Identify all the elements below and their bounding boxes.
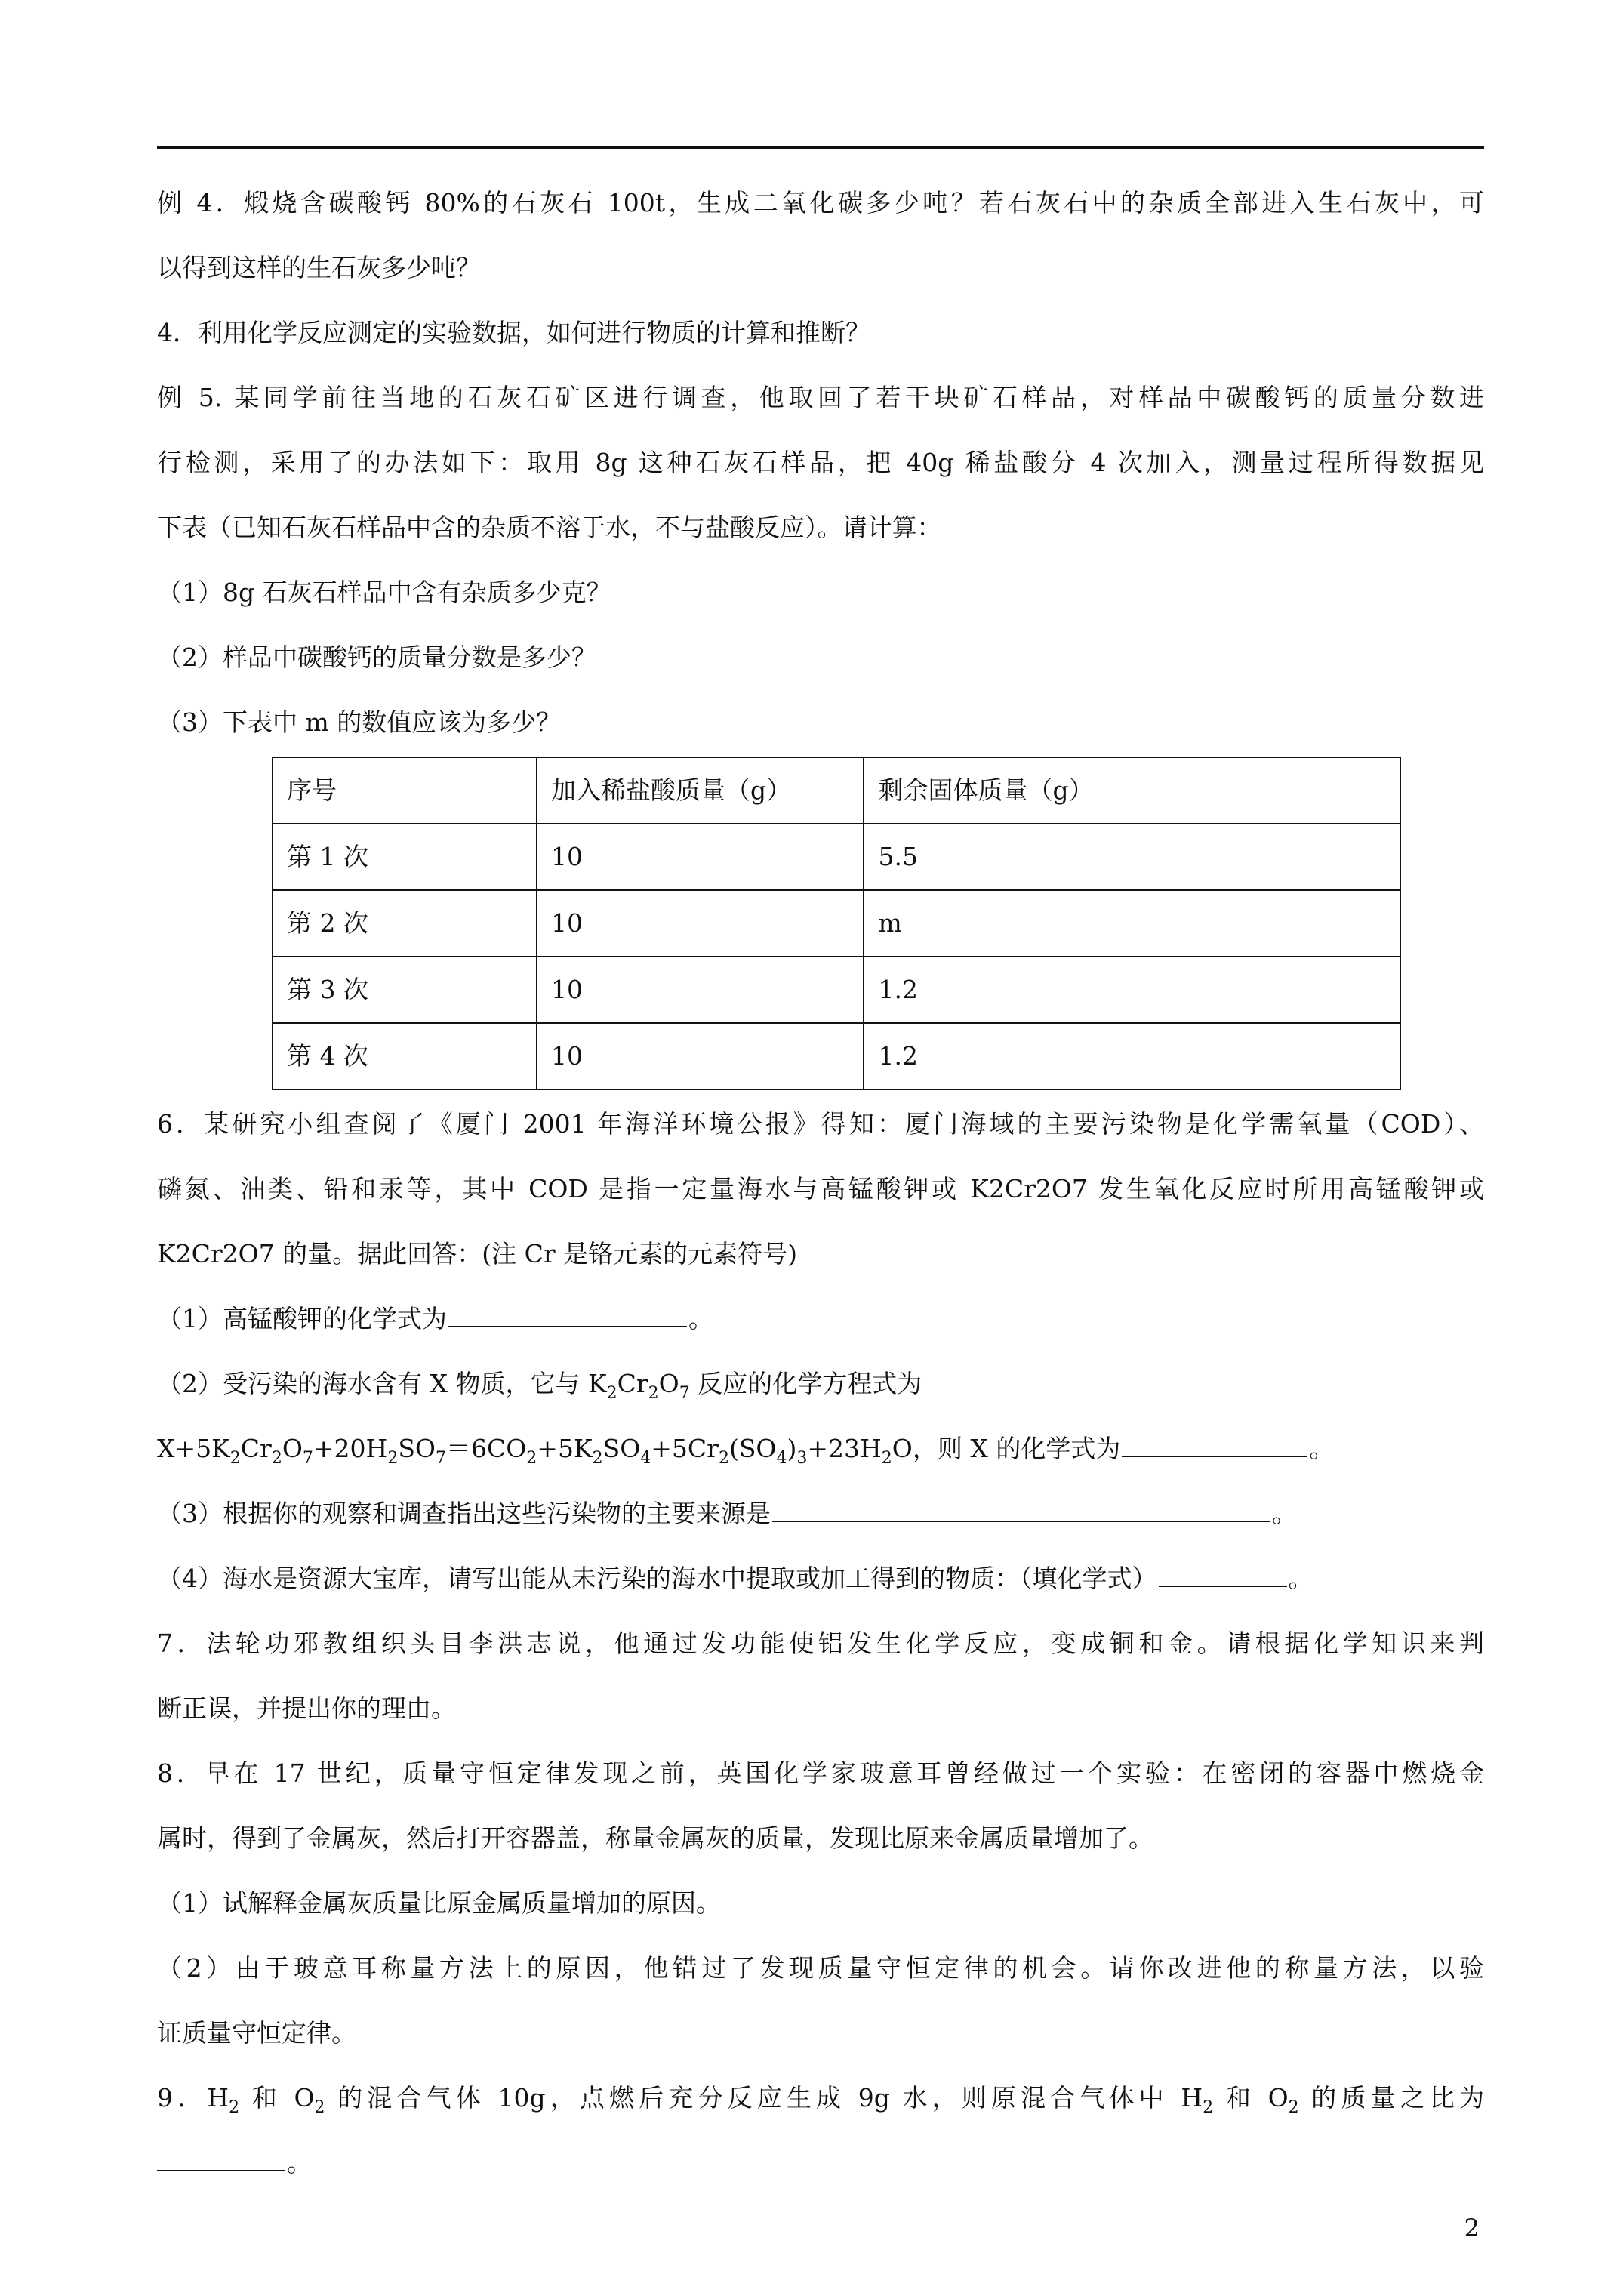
table-cell: 10 bbox=[537, 1023, 864, 1089]
table-header-cell: 加入稀盐酸质量（g） bbox=[537, 757, 864, 824]
table-cell: m bbox=[864, 890, 1400, 957]
question-text: （1）高锰酸钾的化学式为 bbox=[157, 1304, 447, 1333]
table-cell: 10 bbox=[537, 890, 864, 957]
question-text: （2）受污染的海水含有 X 物质，它与 K bbox=[157, 1369, 607, 1398]
document-body bbox=[157, 171, 1484, 2196]
question-text: 的混合气体 10g，点燃后充分反应生成 9g 水，则原混合气体中 H bbox=[325, 2083, 1203, 2113]
formula-part: (SO bbox=[728, 1434, 777, 1463]
question-item: （1）试解释金属灰质量比原金属质量增加的原因。 bbox=[157, 1888, 721, 1918]
formula-part: +5K bbox=[537, 1434, 593, 1463]
paragraph: K2Cr2O7 的量。据此回答：(注 Cr 是铬元素的元素符号) bbox=[157, 1239, 797, 1268]
table-row bbox=[273, 1023, 1400, 1089]
table-cell: 第 3 次 bbox=[273, 957, 537, 1023]
paragraph: 7．法轮功邪教组织头目李洪志说，他通过发功能使铝发生化学反应，变成铜和金。请根据化学知识来判 bbox=[157, 1629, 1484, 1658]
subscript: 2 bbox=[881, 1449, 892, 1468]
question-text: 9．H bbox=[157, 2083, 229, 2113]
data-table bbox=[272, 757, 1401, 1090]
question-text: 的质量之比为 bbox=[1298, 2083, 1485, 2113]
punctuation: 。 bbox=[287, 2148, 312, 2177]
table-cell: 1.2 bbox=[864, 957, 1400, 1023]
subscript: 2 bbox=[314, 2098, 325, 2117]
formula-part: ) bbox=[787, 1434, 797, 1463]
subscript: 2 bbox=[387, 1449, 399, 1468]
section-heading: 4．利用化学反应测定的实验数据，如何进行物质的计算和推断？ bbox=[157, 318, 870, 347]
subscript: 2 bbox=[1203, 2098, 1214, 2117]
question-item: 证质量守恒定律。 bbox=[157, 2018, 356, 2048]
subscript: 2 bbox=[271, 1449, 282, 1468]
table-cell: 第 1 次 bbox=[273, 824, 537, 890]
subscript: 2 bbox=[1288, 2098, 1299, 2117]
question-text: （3）根据你的观察和调查指出这些污染物的主要来源是 bbox=[157, 1499, 771, 1528]
subscript: 7 bbox=[302, 1449, 313, 1468]
subscript: 2 bbox=[718, 1449, 729, 1468]
subscript: 7 bbox=[679, 1384, 690, 1403]
paragraph: 断正误，并提出你的理由。 bbox=[157, 1693, 456, 1723]
subscript: 7 bbox=[435, 1449, 446, 1468]
punctuation: 。 bbox=[1272, 1499, 1297, 1528]
table-cell: 10 bbox=[537, 824, 864, 890]
formula-part: ＝6CO bbox=[445, 1434, 527, 1463]
answer-blank[interactable] bbox=[772, 1495, 1270, 1522]
paragraph: 8．早在 17 世纪，质量守恒定律发现之前，英国化学家玻意耳曾经做过一个实验：在密闭的容器中燃烧金 bbox=[157, 1758, 1484, 1788]
subscript: 2 bbox=[648, 1384, 659, 1403]
question-item: （3）下表中 m 的数值应该为多少？ bbox=[157, 707, 562, 737]
formula-part: X+5K bbox=[157, 1434, 230, 1463]
subscript: 4 bbox=[776, 1449, 787, 1468]
question-text: 和 O bbox=[1213, 2083, 1289, 2113]
question-item: （2）由于玻意耳称量方法上的原因，他错过了发现质量守恒定律的机会。请你改进他的称量方法，以验 bbox=[157, 1953, 1484, 1983]
question-item bbox=[157, 1287, 1484, 1351]
formula-part: +23H bbox=[807, 1434, 882, 1463]
paragraph: 以得到这样的生石灰多少吨？ bbox=[157, 253, 481, 282]
question-item: （2）样品中碳酸钙的质量分数是多少？ bbox=[157, 643, 596, 672]
header-rule bbox=[157, 146, 1484, 149]
question-text: （4）海水是资源大宝库，请写出能从未污染的海水中提取或加工得到的物质：（填化学式） bbox=[157, 1564, 1157, 1593]
paragraph: 例 4．煅烧含碳酸钙 80%的石灰石 100t，生成二氧化碳多少吨？若石灰石中的杂质全部进入生石灰中，可 bbox=[157, 188, 1484, 217]
question-item bbox=[157, 1546, 1484, 1611]
question-text: 反应的化学方程式为 bbox=[689, 1369, 922, 1398]
question-item bbox=[157, 2131, 1484, 2196]
formula-part: +20H bbox=[313, 1434, 388, 1463]
formula-part: Cr bbox=[240, 1434, 272, 1463]
subscript: 2 bbox=[526, 1449, 537, 1468]
table-header-row bbox=[273, 757, 1400, 824]
paragraph: 6．某研究小组查阅了《厦门 2001 年海洋环境公报》得知：厦门海域的主要污染物是化学需氧量（COD）、 bbox=[157, 1109, 1484, 1139]
formula-part: SO bbox=[398, 1434, 436, 1463]
subscript: 2 bbox=[592, 1449, 603, 1468]
table-header-cell: 剩余固体质量（g） bbox=[864, 757, 1400, 824]
table-cell: 第 2 次 bbox=[273, 890, 537, 957]
question-item bbox=[157, 2066, 1484, 2131]
question-text: 和 O bbox=[239, 2083, 315, 2113]
question-item bbox=[157, 1481, 1484, 1546]
formula-part: +5Cr bbox=[651, 1434, 719, 1463]
table-row bbox=[273, 824, 1400, 890]
paragraph: 属时，得到了金属灰，然后打开容器盖，称量金属灰的质量，发现比原来金属质量增加了。 bbox=[157, 1823, 1153, 1853]
table-header-cell: 序号 bbox=[273, 757, 537, 824]
punctuation: 。 bbox=[688, 1304, 713, 1333]
chemical-equation bbox=[157, 1416, 1484, 1481]
punctuation: 。 bbox=[1288, 1564, 1313, 1593]
table-cell: 第 4 次 bbox=[273, 1023, 537, 1089]
answer-blank[interactable] bbox=[157, 2144, 285, 2171]
question-item: （1）8g 石灰石样品中含有杂质多少克？ bbox=[157, 578, 611, 607]
subscript: 2 bbox=[606, 1384, 617, 1403]
formula-part: SO bbox=[602, 1434, 641, 1463]
table-row bbox=[273, 890, 1400, 957]
answer-blank[interactable] bbox=[448, 1300, 687, 1327]
table-row bbox=[273, 957, 1400, 1023]
answer-blank[interactable] bbox=[1122, 1430, 1307, 1457]
paragraph: 下表（已知石灰石样品中含的杂质不溶于水，不与盐酸反应）。请计算： bbox=[157, 513, 942, 542]
page-number: 2 bbox=[1464, 2214, 1480, 2242]
subscript: 2 bbox=[229, 2098, 240, 2117]
question-text: O，则 X 的化学式为 bbox=[892, 1434, 1121, 1463]
question-item bbox=[157, 1351, 1484, 1416]
subscript: 3 bbox=[796, 1449, 808, 1468]
formula-part: O bbox=[658, 1369, 679, 1398]
punctuation: 。 bbox=[1309, 1434, 1335, 1463]
subscript: 2 bbox=[229, 1449, 241, 1468]
formula-part: O bbox=[282, 1434, 303, 1463]
table-cell: 10 bbox=[537, 957, 864, 1023]
table-cell: 5.5 bbox=[864, 824, 1400, 890]
paragraph: 例 5. 某同学前往当地的石灰石矿区进行调查，他取回了若干块矿石样品，对样品中碳酸钙的质量分数进 bbox=[157, 383, 1484, 412]
table-cell: 1.2 bbox=[864, 1023, 1400, 1089]
answer-blank[interactable] bbox=[1159, 1560, 1287, 1587]
subscript: 4 bbox=[640, 1449, 651, 1468]
formula-part: Cr bbox=[617, 1369, 648, 1398]
paragraph: 磷氮、油类、铅和汞等，其中 COD 是指一定量海水与高锰酸钾或 K2Cr2O7 发生氧化反应时所用高锰酸钾或 bbox=[157, 1174, 1484, 1203]
paragraph: 行检测，采用了的办法如下：取用 8g 这种石灰石样品，把 40g 稀盐酸分 4 次加入，测量过程所得数据见 bbox=[157, 448, 1484, 477]
